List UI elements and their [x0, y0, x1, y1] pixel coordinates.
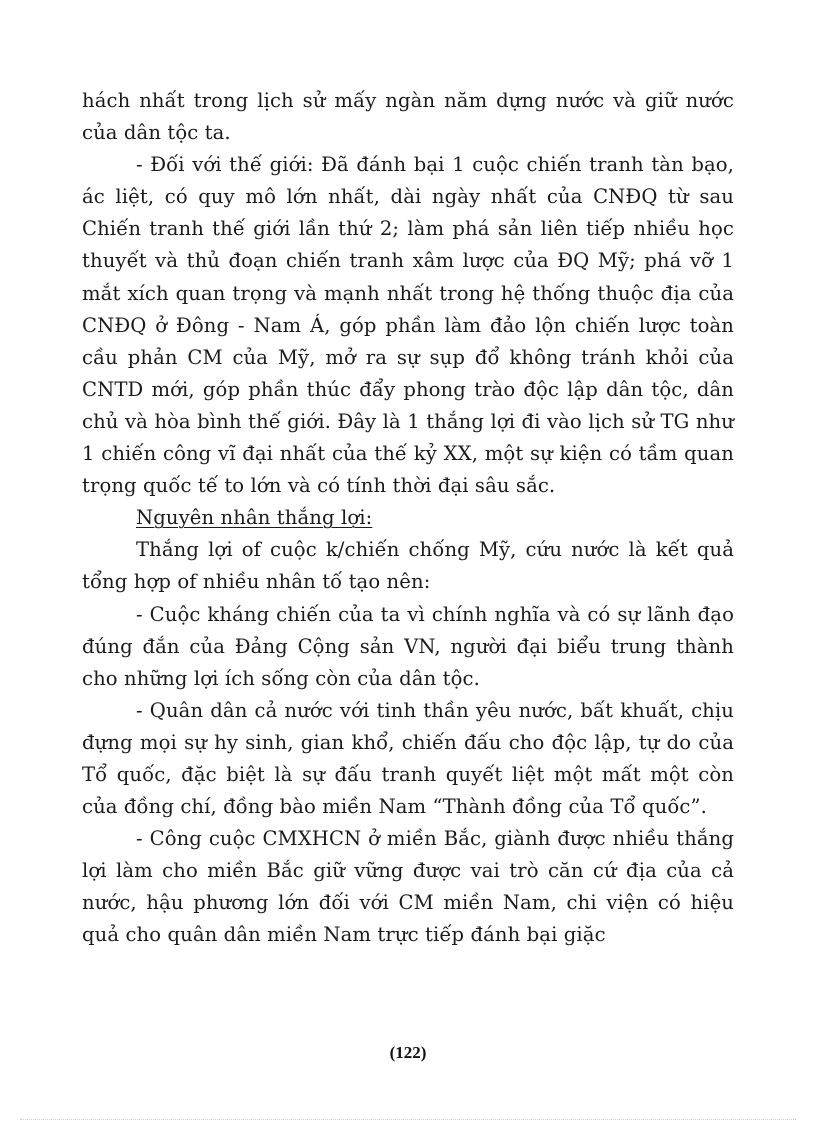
paragraph-victory-result: Thắng lợi of cuộc k/chiến chống Mỹ, cứu nước là kết quả tổng hợp of nhiều nhân tố tạo nên:: [82, 538, 734, 594]
paragraph-cause-people: - Quân dân cả nước với tinh thần yêu nước, bất khuất, chịu đựng mọi sự hy sinh, gian khổ, chiến đấu cho độc lập, tự do của Tổ quốc, đặc biệt là sự đấu tranh quyết liệt một mất một còn của đồng chí, đồng bào miền Nam “Thành đồng của Tổ quốc”.: [82, 698, 734, 819]
paragraph-cause-north: - Công cuộc CMXHCN ở miền Bắc, giành được nhiều thắng lợi làm cho miền Bắc giữ vững được vai trò căn cứ địa của cả nước, hậu phương lớn đối với CM miền Nam, chi viện có hiệu quả cho quân dân miền Nam trực tiếp đánh bại giặc: [82, 827, 734, 947]
paragraph-continuation: hách nhất trong lịch sử mấy ngàn năm dựng nước và giữ nước của dân tộc ta.: [82, 89, 734, 145]
section-heading-text: Nguyên nhân thắng lợi:: [136, 506, 373, 530]
body-text: [82, 85, 734, 952]
page-number: (122): [389, 1043, 427, 1062]
section-heading: [82, 502, 734, 534]
paragraph-world-significance: - Đối với thế giới: Đã đánh bại 1 cuộc chiến tranh tàn bạo, ác liệt, có quy mô lớn nhất, dài ngày nhất của CNĐQ từ sau Chiến tranh thế giới lần thứ 2; làm phá sản liên tiếp nhiều học thuyết và thủ đoạn chiến tranh xâm lược của ĐQ Mỹ; phá vỡ 1 mắt xích quan trọng và mạnh nhất trong hệ thống thuộc địa của CNĐQ ở Đông - Nam Á, góp phần làm đảo lộn chiến lược toàn cầu phản CM của Mỹ, mở ra sự sụp đổ không tránh khỏi của CNTD mới, góp phần thúc đẩy phong trào độc lập dân tộc, dân chủ và hòa bình thế giới. Đây là 1 thắng lợi đi vào lịch sử TG như 1 chiến công vĩ đại nhất của thế kỷ XX, một sự kiện có tầm quan trọng quốc tế to lớn và có tính thời đại sâu sắc.: [82, 153, 734, 498]
page-bottom-divider: [20, 1119, 796, 1120]
paragraph-cause-leadership: - Cuộc kháng chiến của ta vì chính nghĩa và có sự lãnh đạo đúng đắn của Đảng Cộng sản VN, người đại biểu trung thành cho những lợi ích sống còn của dân tộc.: [82, 602, 734, 690]
